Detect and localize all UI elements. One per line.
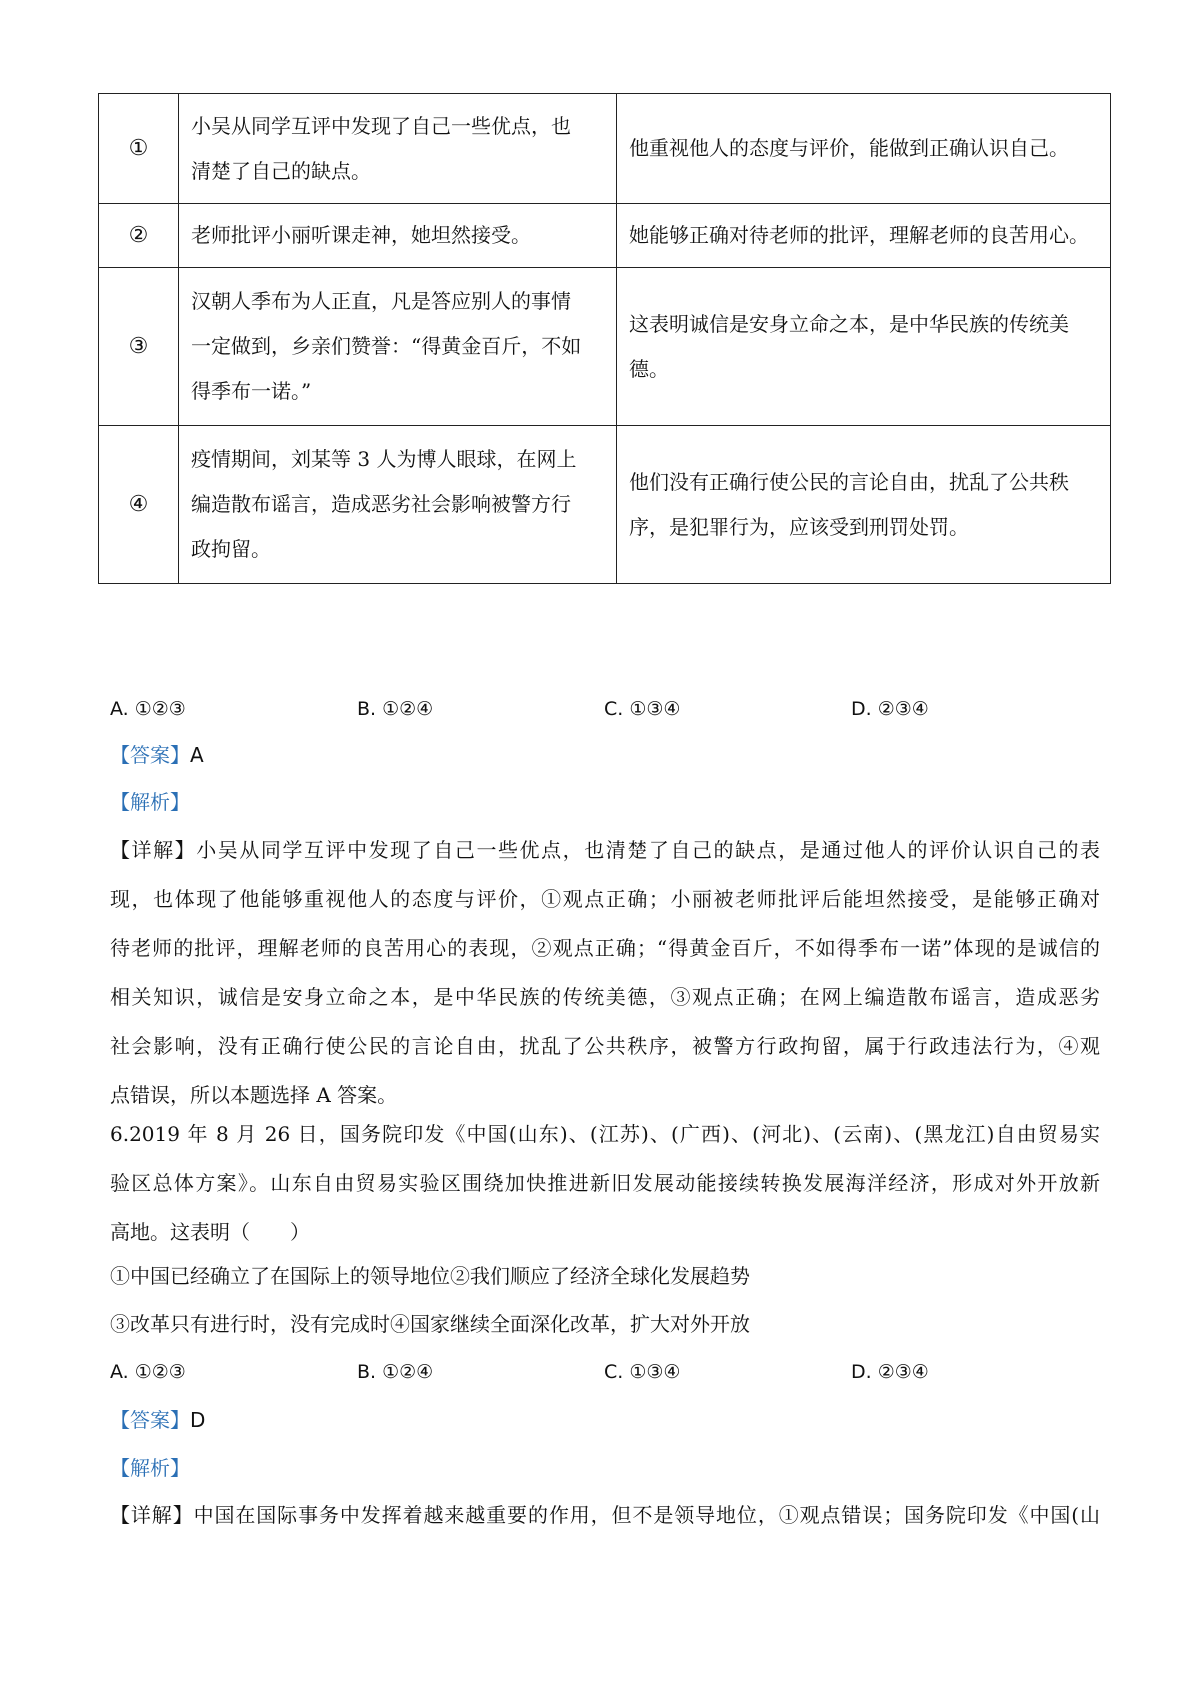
case-description-line: 疫情期间，刘某等 3 人为博人眼球，在网上	[191, 447, 577, 471]
case-analysis	[617, 268, 1111, 426]
case-table	[98, 93, 1111, 584]
q6-answer-tag: 【答案】	[110, 1408, 190, 1432]
case-description	[179, 426, 617, 584]
q6-analysis-tag: 【解析】	[110, 1456, 190, 1480]
case-analysis-line: 这表明诚信是安身立命之本，是中华民族的传统美	[629, 311, 1069, 336]
case-row	[99, 94, 1111, 204]
case-analysis-line: 德。	[629, 356, 669, 381]
case-analysis	[617, 204, 1111, 268]
q6-stem-line: 6.2019 年 8 月 26 日，国务院印发《中国(山东)、(江苏)、(广西)、(河北)、(云南)、(黑龙江)自由贸易实	[110, 1122, 1100, 1146]
q5-answer-value: A	[190, 743, 204, 767]
case-description-line: 清楚了自己的缺点。	[191, 158, 371, 183]
q6-stem-line: 高地。这表明（ ）	[110, 1220, 310, 1244]
case-description	[179, 204, 617, 268]
q5-detail	[110, 826, 1100, 1120]
q5-detail-line: 点错误，所以本题选择 A 答案。	[110, 1083, 398, 1107]
q6-stem	[110, 1110, 1100, 1257]
case-description-line: 编造散布谣言，造成恶劣社会影响被警方行	[191, 492, 571, 516]
q5-detail-line: 【详解】小吴从同学互评中发现了自己一些优点，也清楚了自己的缺点，是通过他人的评价认识自己的表	[110, 838, 1100, 862]
q5-answer-tag: 【答案】	[110, 743, 190, 767]
q6-answer	[110, 1405, 205, 1435]
q5-detail-line: 相关知识，诚信是安身立命之本，是中华民族的传统美德，③观点正确；在网上编造散布谣言，造成恶劣	[110, 985, 1100, 1009]
case-analysis	[617, 94, 1111, 204]
case-description-line: 政拘留。	[191, 537, 271, 561]
q5-option-d: D. ②③④	[851, 698, 929, 720]
q6-detail-line: 【详解】中国在国际事务中发挥着越来越重要的作用，但不是领导地位，①观点错误；国务院印发《中国(山	[110, 1503, 1100, 1527]
case-description	[179, 94, 617, 204]
case-row	[99, 204, 1111, 268]
q6-stem-line: 验区总体方案》。山东自由贸易实验区围绕加快推进新旧发展动能接续转换发展海洋经济，形成对外开放新	[110, 1171, 1100, 1195]
case-description-line: 得季布一诺。”	[191, 379, 312, 403]
q5-detail-line: 现，也体现了他能够重视他人的态度与评价，①观点正确；小丽被老师批评后能坦然接受，是能够正确对	[110, 887, 1100, 911]
q6-choice-line-1: ①中国已经确立了在国际上的领导地位②我们顺应了经济全球化发展趋势	[110, 1264, 750, 1288]
q5-detail-line: 社会影响，没有正确行使公民的言论自由，扰乱了公共秩序，被警方行政拘留，属于行政违法行为，④观	[110, 1034, 1100, 1058]
case-description-line: 一定做到，乡亲们赞誉：“得黄金百斤，不如	[191, 334, 582, 358]
q6-choice-line-2: ③改革只有进行时，没有完成时④国家继续全面深化改革，扩大对外开放	[110, 1312, 750, 1336]
case-number: ①	[99, 94, 179, 204]
case-row	[99, 268, 1111, 426]
q5-option-b: B. ①②④	[357, 698, 434, 720]
q6-option-c: C. ①③④	[604, 1361, 681, 1383]
q6-answer-value: D	[190, 1408, 206, 1432]
case-number: ③	[99, 268, 179, 426]
q6-option-a: A. ①②③	[110, 1361, 186, 1383]
q6-option-b: B. ①②④	[357, 1361, 434, 1383]
case-description-line: 老师批评小丽听课走神，她坦然接受。	[191, 223, 531, 247]
q5-answer	[110, 740, 204, 770]
q6-option-d: D. ②③④	[851, 1361, 929, 1383]
case-row	[99, 426, 1111, 584]
case-description	[179, 268, 617, 426]
case-analysis-line: 他们没有正确行使公民的言论自由，扰乱了公共秩	[629, 469, 1069, 494]
case-analysis-line: 她能够正确对待老师的批评，理解老师的良苦用心。	[629, 223, 1089, 247]
case-analysis-line: 序，是犯罪行为，应该受到刑罚处罚。	[629, 514, 969, 539]
case-description-line: 汉朝人季布为人正直，凡是答应别人的事情	[191, 289, 571, 313]
case-analysis	[617, 426, 1111, 584]
q5-option-c: C. ①③④	[604, 698, 681, 720]
q5-analysis-tag: 【解析】	[110, 790, 190, 814]
case-number: ②	[99, 204, 179, 268]
q5-option-a: A. ①②③	[110, 698, 186, 720]
q5-detail-line: 待老师的批评，理解老师的良苦用心的表现，②观点正确；“得黄金百斤，不如得季布一诺”体现的是诚信的	[110, 936, 1100, 960]
q6-detail	[110, 1491, 1100, 1540]
case-analysis-line: 他重视他人的态度与评价，能做到正确认识自己。	[629, 136, 1069, 160]
case-number: ④	[99, 426, 179, 584]
case-description-line: 小吴从同学互评中发现了自己一些优点，也	[191, 113, 571, 138]
